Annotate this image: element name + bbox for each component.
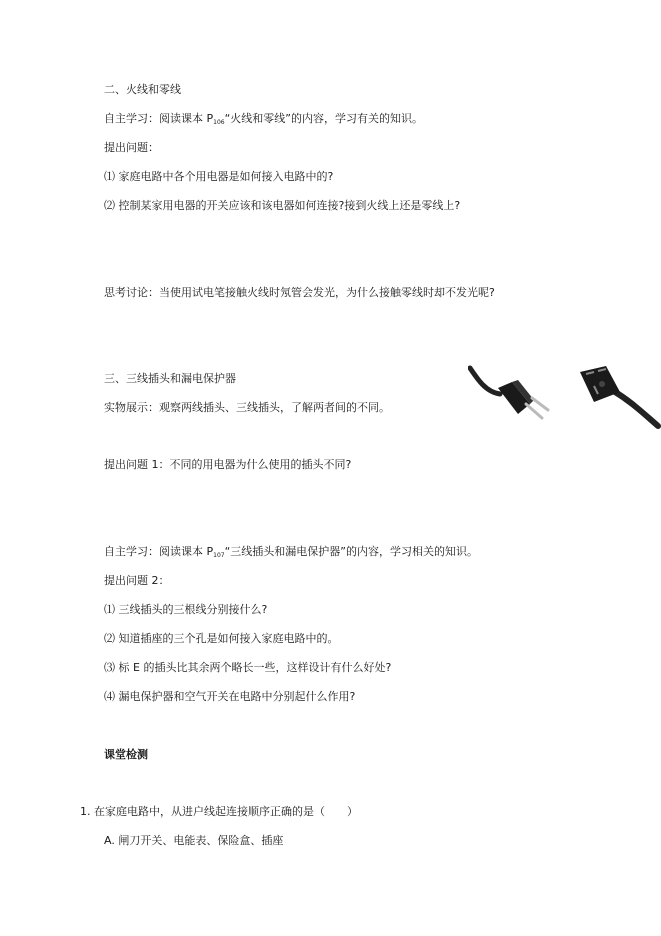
three-prong-plug-image (572, 362, 661, 430)
discussion-text: 思考讨论：当使用试电笔接触火线时氖管会发光，为什么接触零线时却不发光呢? (104, 286, 495, 299)
question-2-item-2: ⑵ 知道插座的三个孔是如何接入家庭电路中的。 (104, 632, 339, 645)
classroom-heading: 课堂检测 (104, 748, 148, 761)
self-study-suffix: “三线插头和漏电保护器”的内容，学习相关的知识。 (224, 545, 478, 558)
section2-heading: 二、火线和零线 (104, 83, 181, 96)
question-2: ⑵ 控制某家用电器的开关应该和该电器如何连接?接到火线上还是零线上? (104, 199, 461, 212)
question-2-label: 提出问题 2： (104, 574, 170, 587)
section3-heading: 三、三线插头和漏电保护器 (104, 372, 236, 385)
self-study-suffix: “火线和零线”的内容，学习有关的知识。 (224, 112, 423, 125)
question-2-item-4: ⑷ 漏电保护器和空气开关在电路中分别起什么作用? (104, 690, 356, 703)
self-study-prefix: 自主学习：阅读课本 P (104, 112, 214, 125)
question-2-item-1: ⑴ 三线插头的三根线分别接什么? (104, 603, 268, 616)
self-study-line-1 (104, 112, 423, 130)
test-item-1: 1. 在家庭电路中，从进户线起连接顺序正确的是（ ） (80, 805, 358, 818)
display-text: 实物展示：观察两线插头、三线插头，了解两者间的不同。 (104, 401, 390, 414)
option-a: A. 闸刀开关、电能表、保险盒、插座 (104, 834, 284, 847)
questions-label: 提出问题： (104, 141, 159, 154)
self-study-line-2 (104, 545, 478, 563)
question-1-plugs: 提出问题 1：不同的用电器为什么使用的插头不同? (104, 458, 352, 471)
page-number: 107 (213, 552, 225, 559)
question-2-item-3: ⑶ 标 E 的插头比其余两个略长一些，这样设计有什么好处? (104, 661, 392, 674)
question-1: ⑴ 家庭电路中各个用电器是如何接入电路中的? (104, 170, 334, 183)
two-prong-plug-image (468, 360, 558, 426)
page-number: 106 (213, 119, 225, 126)
self-study-prefix: 自主学习：阅读课本 P (104, 545, 214, 558)
